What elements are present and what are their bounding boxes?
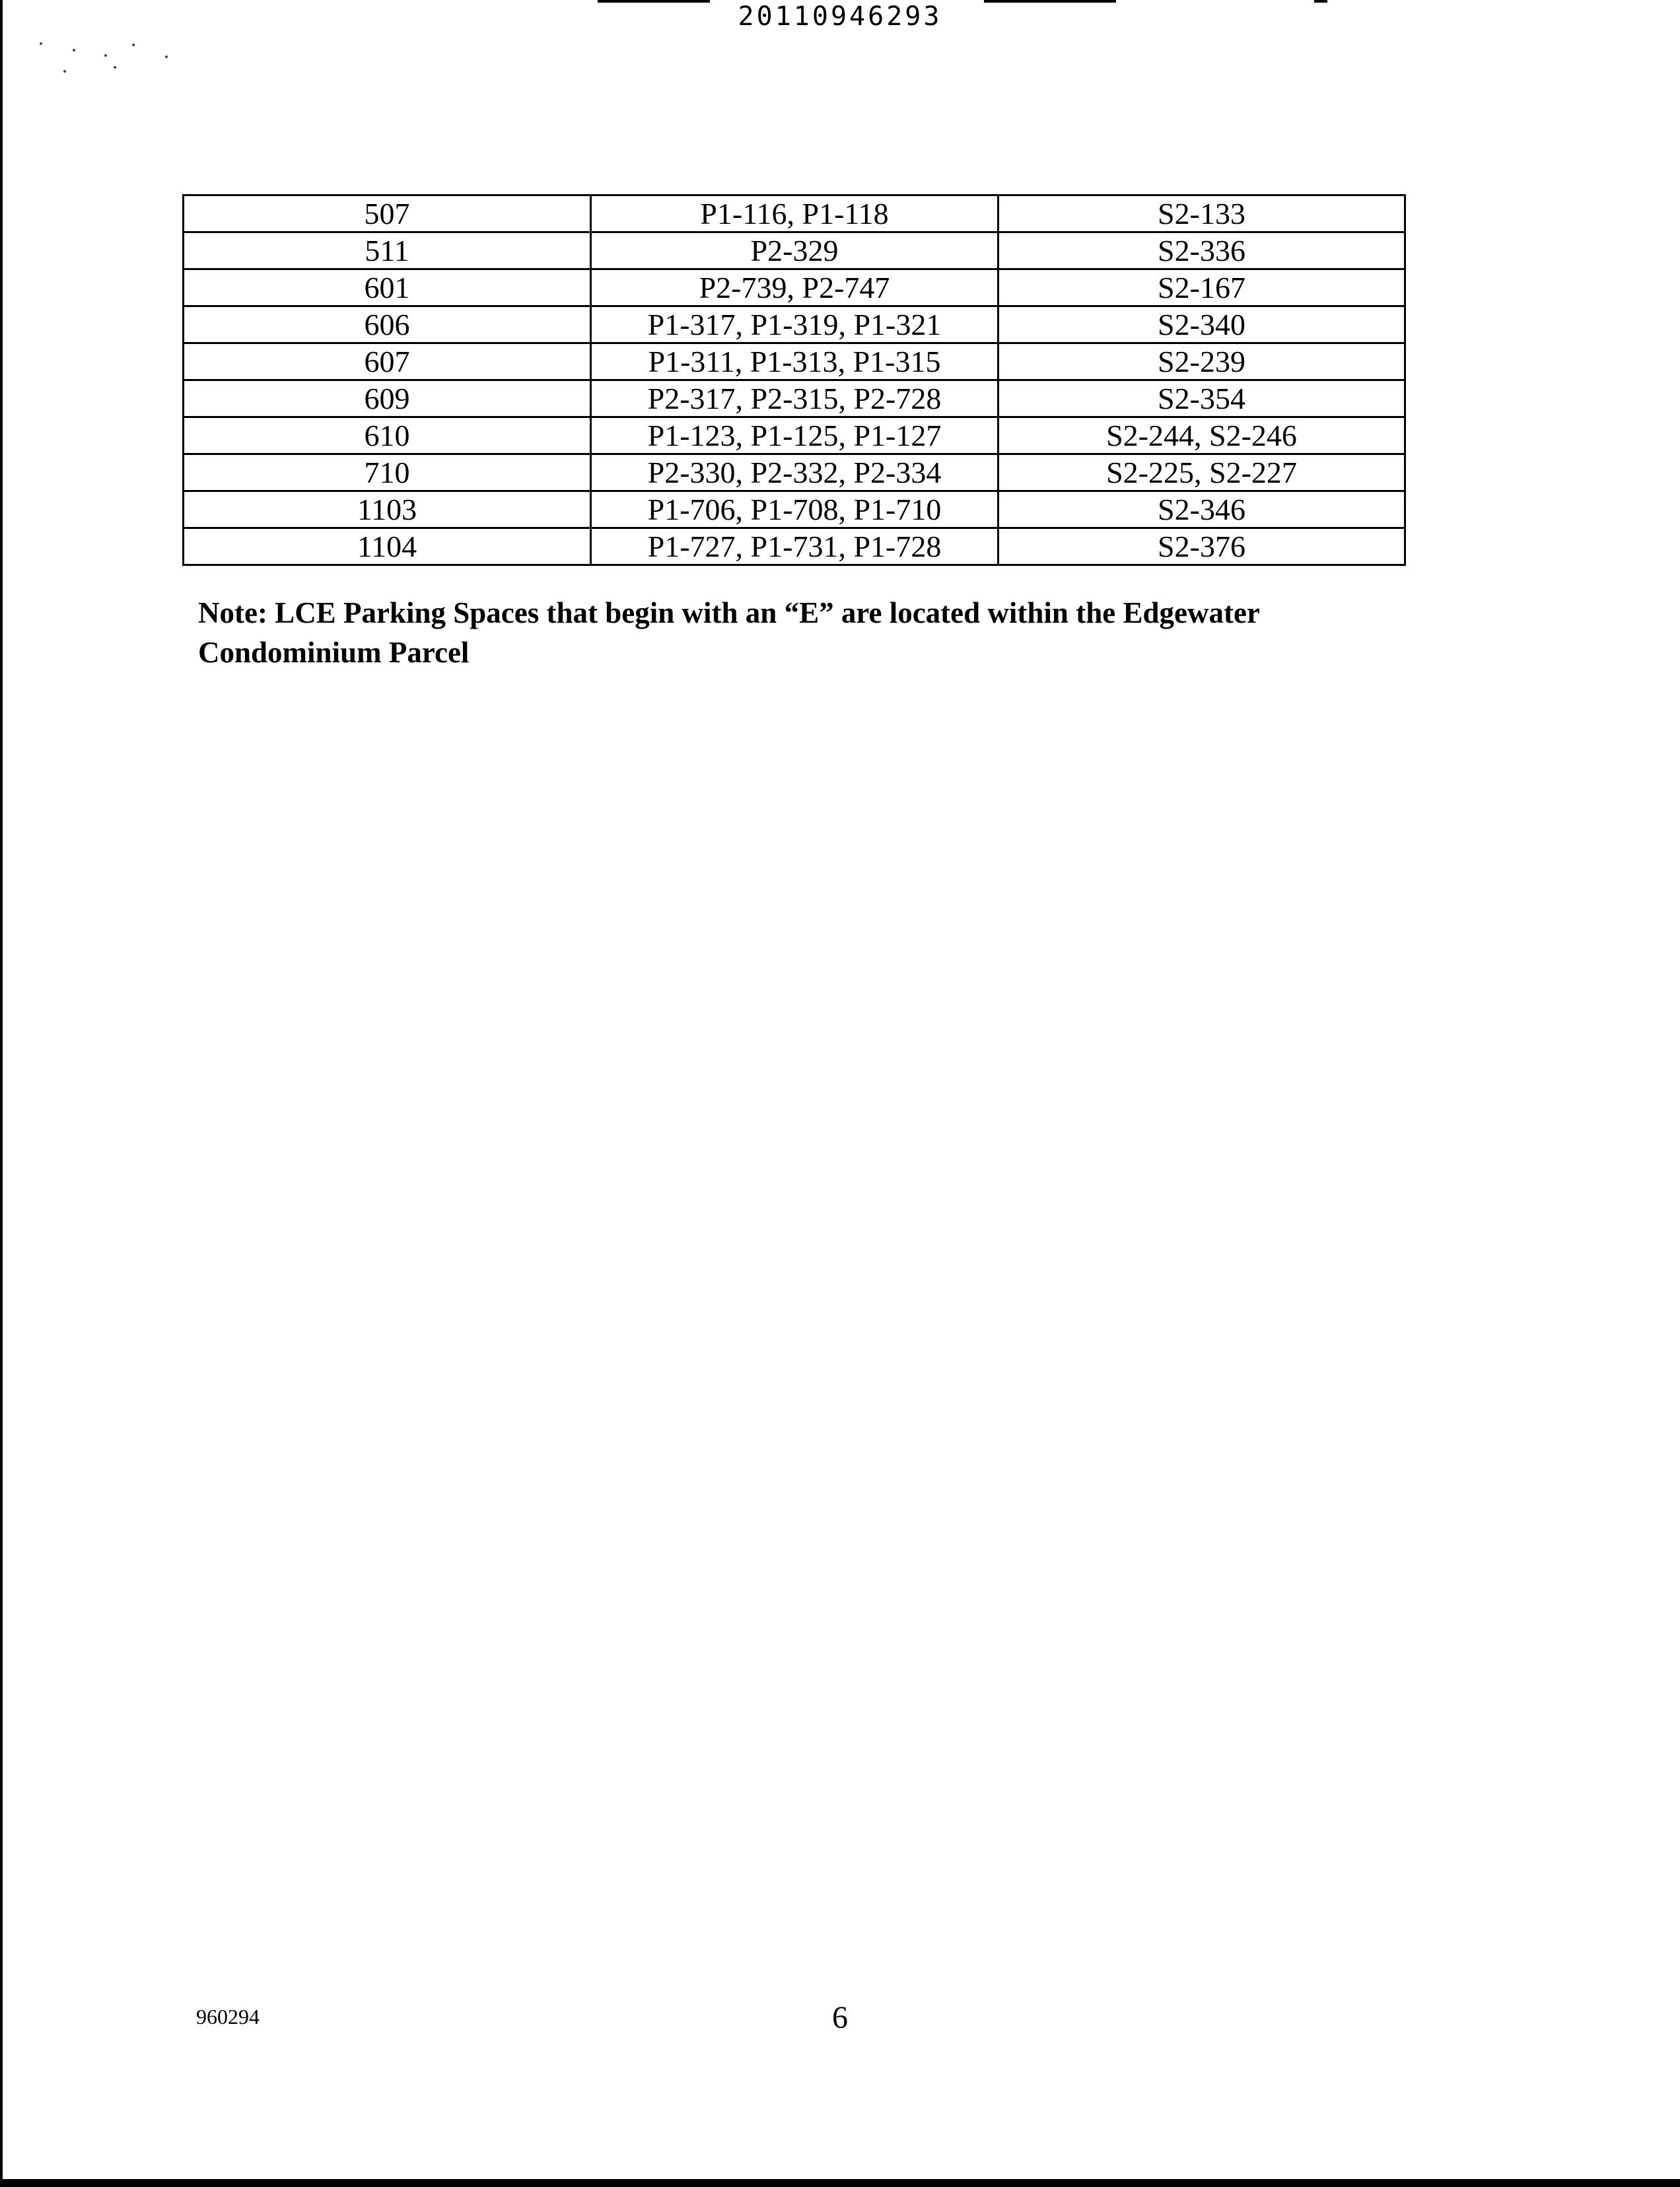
parking-spaces-cell: P2-329 xyxy=(591,232,998,269)
table-row xyxy=(184,454,1405,491)
table-body xyxy=(184,195,1405,565)
unit-cell: 710 xyxy=(184,454,591,491)
unit-cell: 607 xyxy=(184,343,591,380)
unit-cell: 1104 xyxy=(184,528,591,565)
parking-spaces-cell: P1-727, P1-731, P1-728 xyxy=(591,528,998,565)
storage-space-cell: S2-133 xyxy=(998,195,1405,232)
table-row xyxy=(184,195,1405,232)
parking-spaces-cell: P1-311, P1-313, P1-315 xyxy=(591,343,998,380)
table-note: Note: LCE Parking Spaces that begin with an “E” are located within the Edgewater Condominium Parcel xyxy=(198,596,1260,669)
table-row xyxy=(184,491,1405,528)
footer-document-code: 960294 xyxy=(196,2005,260,2029)
unit-cell: 511 xyxy=(184,232,591,269)
storage-space-cell: S2-336 xyxy=(998,232,1405,269)
parking-spaces-cell: P2-330, P2-332, P2-334 xyxy=(591,454,998,491)
storage-space-cell: S2-244, S2-246 xyxy=(998,417,1405,454)
table-row xyxy=(184,417,1405,454)
parking-spaces-cell: P1-116, P1-118 xyxy=(591,195,998,232)
header-rule-right xyxy=(984,0,1116,3)
storage-space-cell: S2-376 xyxy=(998,528,1405,565)
storage-space-cell: S2-346 xyxy=(998,491,1405,528)
table-row xyxy=(184,380,1405,417)
storage-space-cell: S2-225, S2-227 xyxy=(998,454,1405,491)
scan-speckles xyxy=(33,40,192,79)
table-row xyxy=(184,232,1405,269)
unit-cell: 609 xyxy=(184,380,591,417)
table-row xyxy=(184,528,1405,565)
table-row xyxy=(184,343,1405,380)
header-rule-mark xyxy=(1314,0,1327,3)
document-number: 20110946293 xyxy=(738,1,942,32)
parking-spaces-cell: P1-706, P1-708, P1-710 xyxy=(591,491,998,528)
page-number: 6 xyxy=(832,2000,848,2035)
parking-assignment-table xyxy=(182,194,1406,566)
parking-spaces-cell: P2-317, P2-315, P2-728 xyxy=(591,380,998,417)
unit-cell: 507 xyxy=(184,195,591,232)
header-rule-left xyxy=(598,0,710,3)
parking-spaces-cell: P1-317, P1-319, P1-321 xyxy=(591,306,998,343)
unit-cell: 601 xyxy=(184,269,591,306)
storage-space-cell: S2-239 xyxy=(998,343,1405,380)
parking-spaces-cell: P2-739, P2-747 xyxy=(591,269,998,306)
unit-cell: 1103 xyxy=(184,491,591,528)
table-row xyxy=(184,269,1405,306)
storage-space-cell: S2-354 xyxy=(998,380,1405,417)
unit-cell: 610 xyxy=(184,417,591,454)
table-row xyxy=(184,306,1405,343)
storage-space-cell: S2-340 xyxy=(998,306,1405,343)
scan-border-left xyxy=(0,0,3,2187)
unit-cell: 606 xyxy=(184,306,591,343)
parking-spaces-cell: P1-123, P1-125, P1-127 xyxy=(591,417,998,454)
scan-border-bottom xyxy=(0,2179,1680,2187)
storage-space-cell: S2-167 xyxy=(998,269,1405,306)
